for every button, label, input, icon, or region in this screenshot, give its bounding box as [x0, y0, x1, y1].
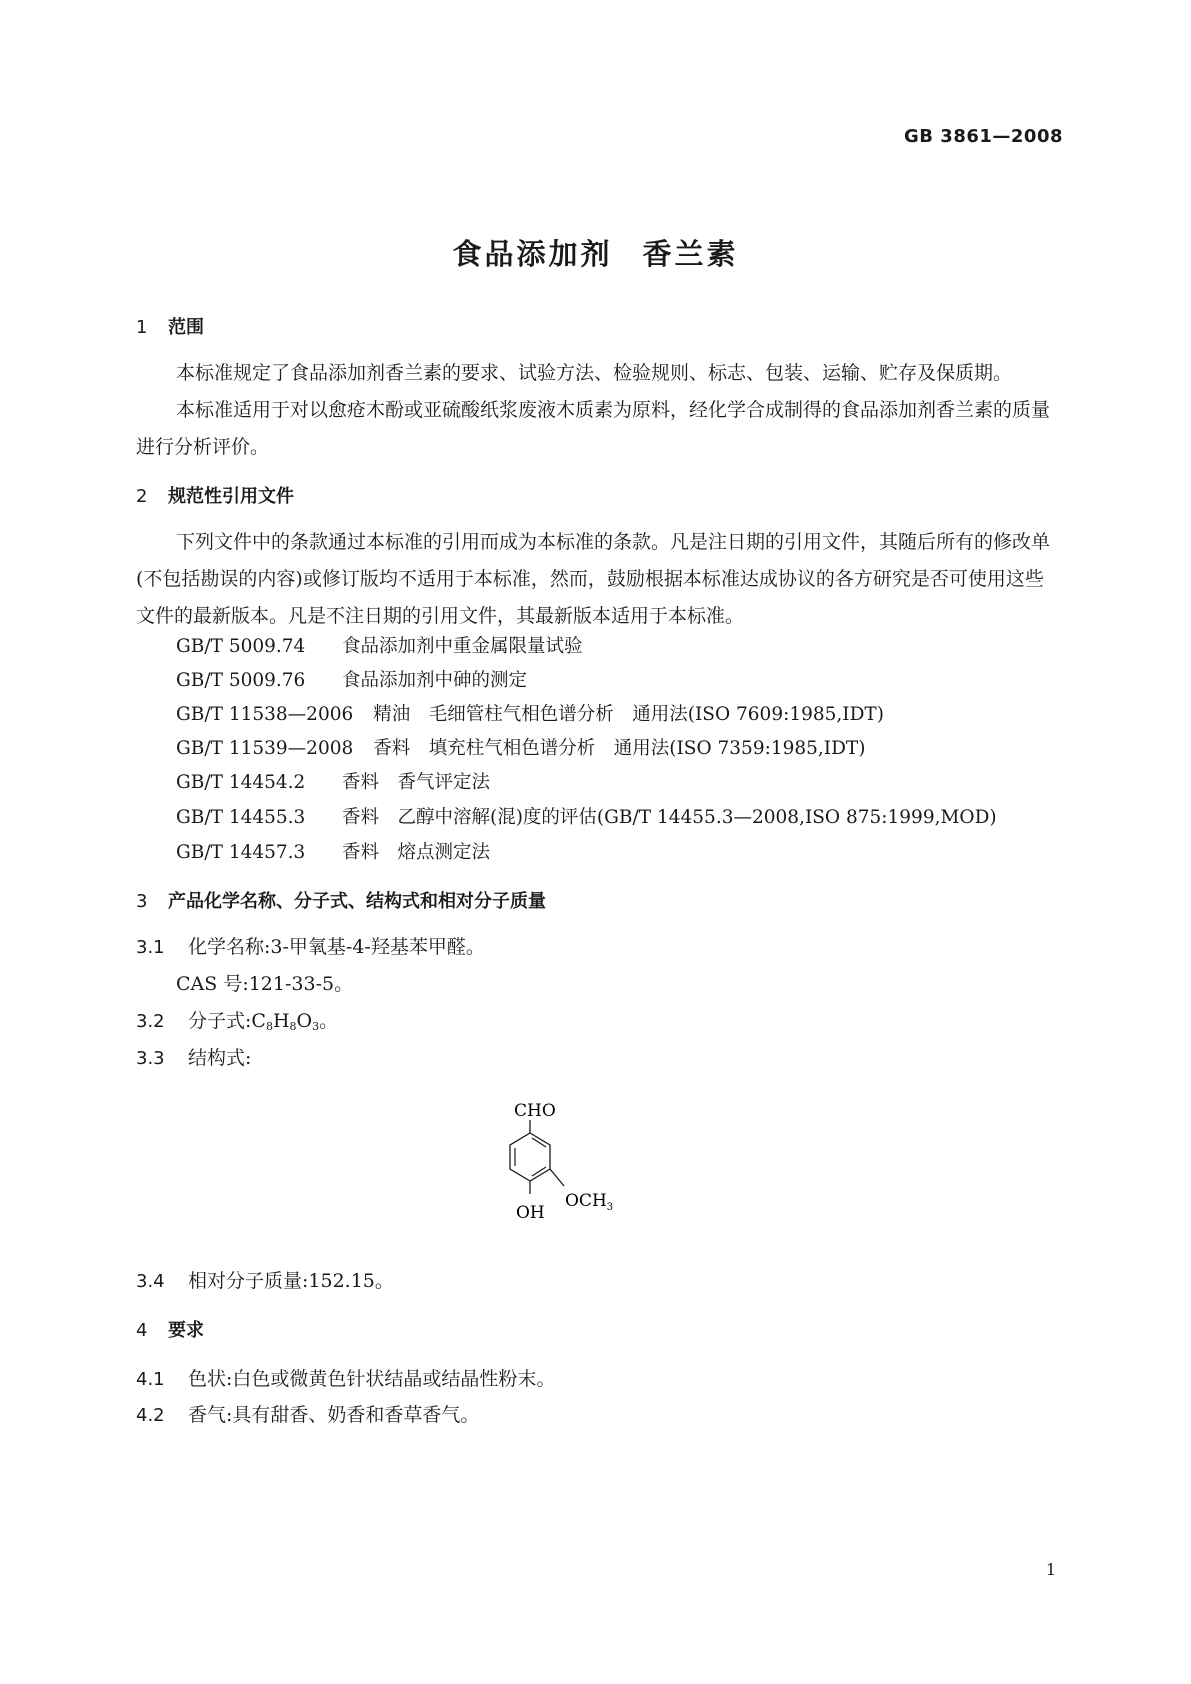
clause-text: 结构式: — [188, 1047, 252, 1069]
clause-3-3 — [136, 1043, 251, 1070]
clause-number: 3.3 — [136, 1048, 165, 1069]
reference-code: GB/T 11539—2008 — [176, 738, 354, 759]
clause-number: 4.1 — [136, 1369, 165, 1390]
reference-title: 香料 乙醇中溶解(混)度的评估(GB/T 14455.3—2008,ISO 875:1999,MOD) — [342, 807, 997, 828]
clause-number: 3.4 — [136, 1271, 165, 1292]
reference-item — [176, 803, 997, 829]
double-bond-line — [532, 1167, 546, 1176]
reference-title: 食品添加剂中砷的测定 — [342, 670, 528, 691]
clause-label: 分子式: — [188, 1010, 252, 1032]
clause-3-4 — [136, 1266, 394, 1293]
reference-title: 香料 香气评定法 — [342, 772, 491, 793]
molecular-formula: $C_8H_8O_3$。 — [251, 1010, 339, 1033]
reference-title: 精油 毛细管柱气相色谱分析 通用法(ISO 7609:1985,IDT) — [373, 704, 884, 725]
title-part2: 香兰素 — [642, 237, 739, 271]
section-number: 1 — [136, 317, 148, 338]
reference-title: 香料 填充柱气相色谱分析 通用法(ISO 7359:1985,IDT) — [373, 738, 866, 759]
reference-code: GB/T 5009.74 — [176, 636, 306, 657]
clause-4-2 — [136, 1400, 479, 1427]
double-bond-line — [532, 1138, 546, 1147]
reference-item — [176, 838, 490, 864]
section-1-paragraph-1: 本标准规定了食品添加剂香兰素的要求、试验方法、检验规则、标志、包装、运输、贮存及保质期。 — [176, 362, 1013, 384]
methoxy-group-label: $OCH_3$ — [565, 1191, 614, 1213]
reference-item — [176, 734, 866, 760]
section-2-paragraph: 下列文件中的条款通过本标准的引用而成为本标准的条款。凡是注日期的引用文件，其随后所有的修改单(不包括勘误的内容)或修订版均不适用于本标准，然而，鼓励根据本标准达成协议的各方研究是否可使用这些文件的最新版本。凡是不注日期的引用文件，其最新版本适用于本标准。 — [136, 531, 1051, 627]
section-number: 4 — [136, 1320, 148, 1341]
section-number: 3 — [136, 891, 148, 912]
clause-number: 4.2 — [136, 1405, 165, 1426]
structural-formula — [514, 1090, 660, 1230]
bond-line — [550, 1169, 564, 1186]
clause-number: 3.1 — [136, 937, 165, 958]
reference-code: GB/T 5009.76 — [176, 670, 306, 691]
section-4-heading — [136, 1316, 204, 1342]
reference-code: GB/T 14455.3 — [176, 807, 306, 828]
section-number: 2 — [136, 486, 148, 507]
clause-3-1 — [136, 932, 485, 959]
section-1-heading — [136, 313, 204, 339]
reference-code: GB/T 11538—2006 — [176, 704, 354, 725]
section-2-heading — [136, 482, 294, 508]
section-title: 要求 — [168, 1320, 204, 1341]
hydroxyl-group-label: OH — [516, 1203, 545, 1223]
clause-text: 香气:具有甜香、奶香和香草香气。 — [188, 1404, 480, 1426]
reference-item — [176, 666, 527, 692]
reference-item — [176, 700, 884, 726]
cas-number: CAS 号:121-33-5。 — [176, 973, 354, 995]
section-3-heading — [136, 887, 546, 913]
clause-4-1 — [136, 1364, 555, 1391]
standard-id: GB 3861—2008 — [904, 126, 1063, 147]
aldehyde-group-label: CHO — [514, 1101, 556, 1121]
reference-item — [176, 632, 583, 658]
section-title: 范围 — [168, 317, 204, 338]
section-title: 产品化学名称、分子式、结构式和相对分子质量 — [168, 891, 546, 912]
section-title: 规范性引用文件 — [168, 486, 294, 507]
reference-title: 食品添加剂中重金属限量试验 — [342, 636, 583, 657]
clause-text: 化学名称:3-甲氧基-4-羟基苯甲醛。 — [188, 936, 485, 958]
reference-title: 香料 熔点测定法 — [342, 842, 491, 863]
reference-code: GB/T 14454.2 — [176, 772, 306, 793]
clause-text: 相对分子质量:152.15。 — [188, 1270, 394, 1292]
title-part1: 食品添加剂 — [452, 237, 613, 271]
benzene-ring — [510, 1133, 550, 1181]
page-number: 1 — [1045, 1560, 1056, 1579]
reference-item — [176, 768, 490, 794]
reference-code: GB/T 14457.3 — [176, 842, 306, 863]
clause-3-2 — [136, 1006, 338, 1033]
clause-number: 3.2 — [136, 1011, 165, 1032]
clause-text: 色状:白色或微黄色针状结晶或结晶性粉末。 — [188, 1368, 556, 1390]
page-title — [0, 232, 1191, 273]
section-1-paragraph-2: 本标准适用于对以愈疮木酚或亚硫酸纸浆废液木质素为原料，经化学合成制得的食品添加剂香兰素的质量进行分析评价。 — [136, 399, 1051, 458]
